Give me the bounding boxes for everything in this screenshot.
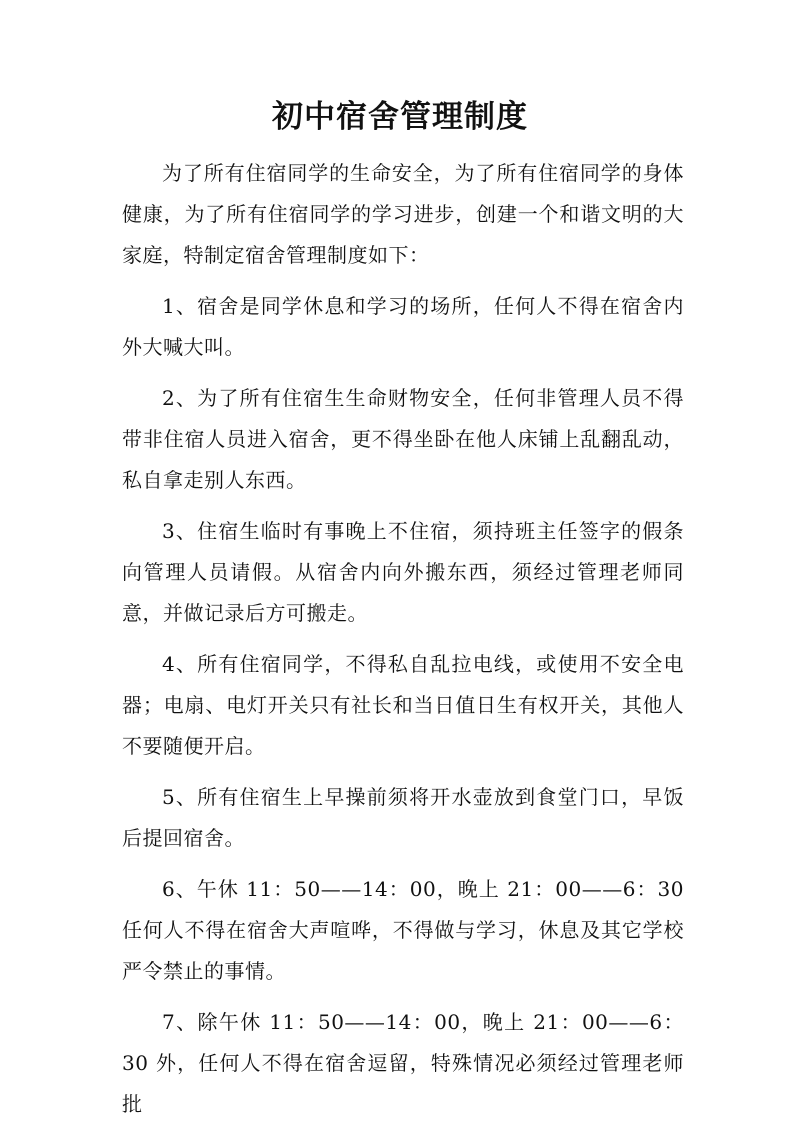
rule-5-paragraph: 5、所有住宿生上早操前须将开水壶放到食堂门口，早饭后提回宿舍。 [122,785,684,850]
intro-paragraph: 为了所有住宿同学的生命安全，为了所有住宿同学的身体健康，为了所有住宿同学的学习进步，创建一个和谐文明的大家庭，特制定宿舍管理制度如下： [122,161,684,267]
document-title: 初中宿舍管理制度 [272,99,528,135]
rule-2-paragraph: 2、为了所有住宿生生命财物安全，任何非管理人员不得带非住宿人员进入宿舍，更不得坐卧在他人床铺上乱翻乱动，私自拿走别人东西。 [122,386,684,492]
rule-4-paragraph: 4、所有住宿同学，不得私自乱拉电线，或使用不安全电器；电扇、电灯开关只有社长和当日值日生有权开关，其他人不要随便开启。 [122,652,684,758]
rule-1-paragraph: 1、宿舍是同学休息和学习的场所，任何人不得在宿舍内外大喊大叫。 [122,294,684,359]
rule-6-paragraph: 6、午休 11：50——14：00，晚上 21：00——6：30 任何人不得在宿舍大声喧哗，不得做与学习，休息及其它学校严令禁止的事情。 [122,877,684,983]
document-body [122,153,684,1135]
rule-7-paragraph: 7、除午休 11：50——14：00，晚上 21：00——6：30 外，任何人不得在宿舍逗留，特殊情况必须经过管理老师批 [122,1010,684,1116]
rule-3-paragraph: 3、住宿生临时有事晚上不住宿，须持班主任签字的假条向管理人员请假。从宿舍内向外搬东西，须经过管理老师同意，并做记录后方可搬走。 [122,519,684,625]
